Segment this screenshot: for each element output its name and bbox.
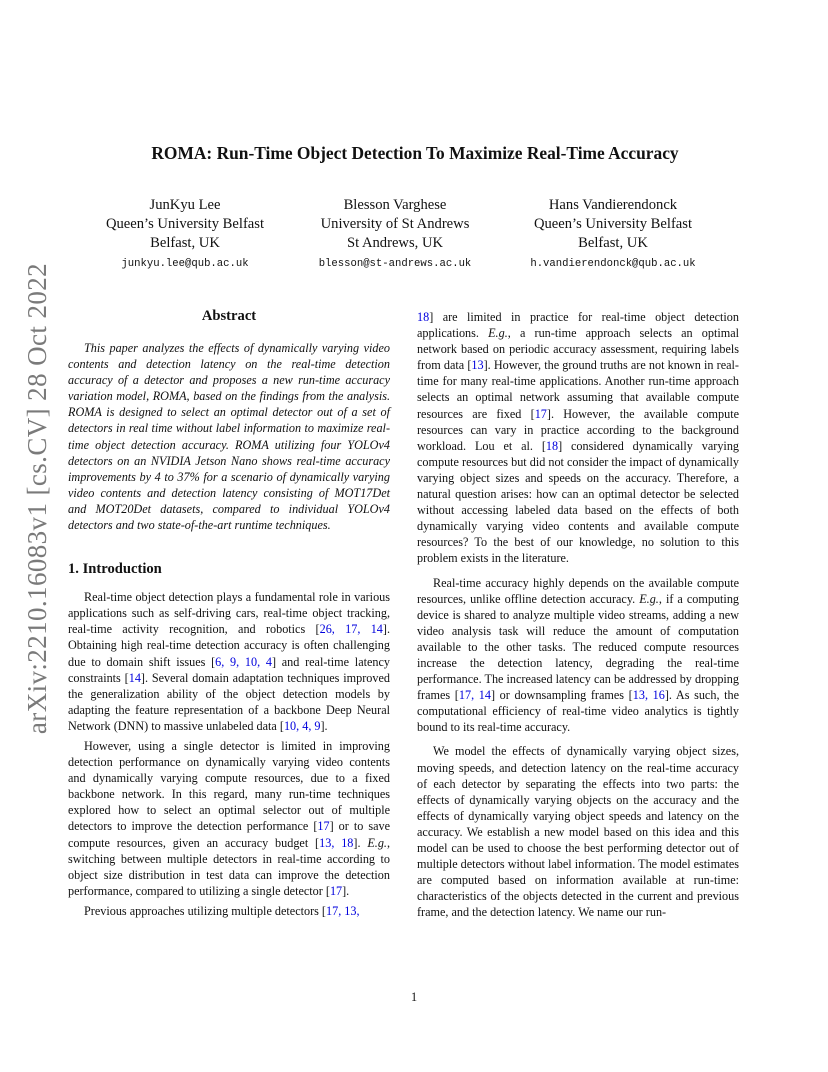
author-location: Belfast, UK: [150, 235, 220, 251]
arxiv-stamp-text: arXiv:2210.16083v1 [cs.CV] 28 Oct 2022: [22, 262, 53, 734]
author-name: Blesson Varghese: [343, 197, 447, 213]
intro-paragraph-2: However, using a single detector is limited in improving detection performance on dynamically varying video contents and dynamically varying compute resources, due to a fixed backbone network. In this regard, many run-time techniques explored how to select an optimal selector out of multiple detectors to improve the detection performance [17] or to save compute resources, given an accuracy budget [13, 18]. E.g., switching between multiple detectors in real-time according to object size distribution in test data can improve the detection performance, compared to utilizing a single detector [17].: [68, 738, 391, 898]
author-email: junkyu.lee@qub.ac.uk: [121, 258, 249, 270]
citation-link[interactable]: 10, 4, 9: [283, 718, 321, 733]
citation-link[interactable]: 17: [329, 883, 343, 898]
intro-paragraph-4: Real-time accuracy highly depends on the available compute resources, unlike offline detection accuracy. E.g., if a computing device is shared to analyze multiple video streams, adding a new video analysis task will reduce the amount of computation available to the other tasks. The reduced compute resources increase the detection latency, degrading the real-time performance. The increased latency can be addressed by dropping frames [17, 14] or downsampling frames [13, 16]. As such, the computational efficiency of real-time video analytics is tightly bound to its real-time accuracy.: [417, 575, 740, 735]
citation-link[interactable]: 17, 13,: [326, 903, 360, 918]
abstract-text: This paper analyzes the effects of dynamically varying video contents and detection latency on the real-time detection accuracy of a detector and proposes a new run-time accuracy variation model, ROMA, based on the findings from the analysis. ROMA is designed to select an optimal detector out of a set of detectors in real time without label information to maximize real-time object detection accuracy. ROMA utilizing four YOLOv4 detectors on an NVIDIA Jetson Nano shows real-time accuracy improvements by 4 to 37% for a scenario of dynamically varying video contents and detection latency consisting of MOT17Det and MOT20Det datasets, compared to individual YOLOv4 detectors and two state-of-the-art runtime techniques.: [68, 341, 390, 533]
right-column: [417, 309, 739, 924]
author-affiliation: Queen’s University Belfast: [105, 216, 265, 232]
page-number: 1: [410, 990, 418, 1004]
arxiv-stamp: [8, 262, 68, 734]
introduction-heading: 1. Introduction: [68, 561, 162, 578]
intro-paragraph-3-cont: 18] are limited in practice for real-time object detection applications. E.g., a run-time approach selects an optimal network based on periodic accuracy assessment, requiring labels from data [13]. However, the ground truths are not known in real-time for many real-time applications. Another run-time approach selects an optimal network assuming that available compute resources are fixed [17]. However, the available compute resources can vary in practice according to the background workload. Lou et al. [18] considered dynamically varying compute resources but did not consider the impact of dynamically varying object sizes and speeds on the accuracy. Therefore, a natural question arises: how can an optimal detector be selected without accessing labeled data based on the effects of both dynamically varying video contents and available compute resources? To the best of our knowledge, no solution to this problem exists in the literature.: [417, 310, 740, 566]
citation-link[interactable]: 18: [545, 438, 559, 453]
citation-link[interactable]: 18: [417, 310, 430, 324]
author-email: blesson@st-andrews.ac.uk: [318, 258, 472, 270]
intro-paragraph-1: Real-time object detection plays a fundamental role in various applications such as self-driving cars, real-time object tracking, real-time activity recognition, and robotics [26, 17, 14]. Obtaining high real-time detection accuracy is often challenging due to domain shift issues [6, 9, 10, 4] and real-time latency constraints [14]. Several domain adaptation techniques improved the generalization ability of the object detection models by adapting the feature representation of a backbone Deep Neural Network (DNN) to massive unlabeled data [10, 4, 9].: [68, 590, 390, 733]
paper-title: ROMA: Run-Time Object Detection To Maximize Real-Time Accuracy: [151, 143, 679, 163]
author-name: JunKyu Lee: [149, 197, 221, 213]
author-block-2: [285, 196, 505, 271]
intro-paragraph-5: We model the effects of dynamically varying object sizes, moving speeds, and detection latency on the real-time accuracy of each detector by separating the effects into two parts: the effects of dynamically varying objects on the accuracy and the effects of dynamically varying object speeds and latency on the accuracy. We establish a new model based on this idea and this model can be used to choose the best performing detector out of multiple detectors without label information. The model estimates are computed based on information available at run-time: characteristics of the objects detected in the current and previous frame, and the detection latency. We name our run-: [417, 744, 739, 920]
author-email: h.vandierendonck@qub.ac.uk: [530, 258, 696, 270]
citation-link[interactable]: 13, 18: [319, 835, 354, 850]
citation-link[interactable]: 26, 17, 14: [319, 622, 383, 637]
citation-link[interactable]: 17, 14: [458, 688, 491, 703]
citation-link[interactable]: 13: [471, 358, 484, 373]
author-affiliation: Queen’s University Belfast: [533, 216, 693, 232]
citation-link[interactable]: 17: [317, 819, 330, 834]
author-name: Hans Vandierendonck: [548, 197, 678, 213]
citation-link[interactable]: 13, 16: [632, 688, 665, 703]
author-block-3: [503, 196, 723, 271]
left-column: [68, 306, 390, 923]
author-affiliation: University of St Andrews: [320, 216, 470, 232]
author-location: St Andrews, UK: [346, 235, 444, 251]
citation-link[interactable]: 14: [128, 670, 141, 685]
author-block-1: [75, 196, 295, 271]
abstract-heading: Abstract: [201, 308, 257, 324]
citation-link[interactable]: 6, 9, 10, 4: [215, 654, 272, 669]
intro-paragraph-3-start: Previous approaches utilizing multiple detectors [17, 13,: [84, 903, 360, 918]
author-location: Belfast, UK: [578, 235, 648, 251]
citation-link[interactable]: 17: [534, 406, 547, 421]
